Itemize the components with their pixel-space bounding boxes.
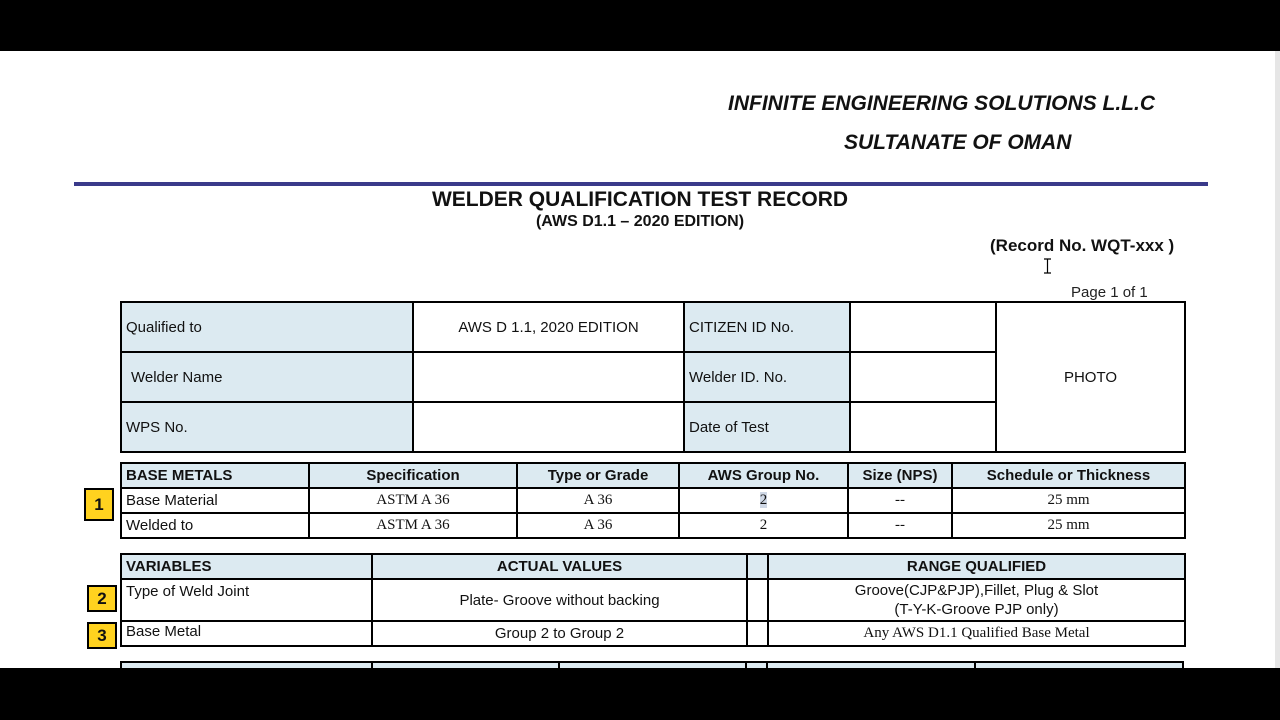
schedule-thickness-header: Schedule or Thickness — [952, 463, 1185, 488]
wps-label: WPS No. — [121, 402, 413, 452]
range-line: (T-Y-K-Groove PJP only) — [894, 601, 1059, 618]
table-row — [121, 621, 1185, 646]
table-cell[interactable]: Plate- Groove without backing — [372, 579, 747, 621]
table-cell[interactable] — [679, 488, 848, 513]
photo-box[interactable]: PHOTO — [996, 302, 1185, 452]
company-country: SULTANATE OF OMAN — [844, 131, 1072, 154]
table-cell[interactable]: Any AWS D1.1 Qualified Base Metal — [768, 621, 1185, 646]
welder-info-table — [120, 301, 1186, 453]
wps-field[interactable] — [413, 402, 684, 452]
variables-header: VARIABLES — [121, 554, 372, 579]
base-metals-table — [120, 462, 1186, 539]
welder-name-label: Welder Name — [121, 352, 413, 402]
range-qualified-header: RANGE QUALIFIED — [768, 554, 1185, 579]
document-title: WELDER QUALIFICATION TEST RECORD — [431, 188, 849, 211]
specification-header: Specification — [309, 463, 517, 488]
table-cell[interactable]: -- — [848, 488, 952, 513]
row-label: Type of Weld Joint — [121, 579, 372, 621]
step-badge-2: 2 — [87, 585, 117, 612]
document-page — [0, 51, 1280, 668]
variables-table — [120, 553, 1186, 647]
step-badge-3: 3 — [87, 622, 117, 649]
size-nps-header: Size (NPS) — [848, 463, 952, 488]
type-grade-header: Type or Grade — [517, 463, 679, 488]
welder-id-label: Welder ID. No. — [684, 352, 850, 402]
date-of-test-label: Date of Test — [684, 402, 850, 452]
table-row — [121, 488, 1185, 513]
table-cell[interactable]: A 36 — [517, 513, 679, 538]
spacer-cell — [747, 579, 768, 621]
aws-group-header: AWS Group No. — [679, 463, 848, 488]
record-number: (Record No. WQT-xxx ) — [990, 236, 1175, 255]
date-of-test-field[interactable] — [850, 402, 996, 452]
row-label: Base Metal — [121, 621, 372, 646]
range-line: Groove(CJP&PJP),Fillet, Plug & Slot — [854, 582, 1099, 599]
table-cell[interactable]: 25 mm — [952, 513, 1185, 538]
row-label: Base Material — [121, 488, 309, 513]
table-cell[interactable]: 2 — [679, 513, 848, 538]
table-row — [121, 513, 1185, 538]
header-rule — [74, 182, 1208, 186]
spacer-cell — [747, 554, 768, 579]
scrollbar[interactable] — [1275, 51, 1280, 668]
table-cell[interactable]: -- — [848, 513, 952, 538]
base-metals-header: BASE METALS — [121, 463, 309, 488]
table-row — [121, 579, 1185, 621]
selected-text[interactable]: 2 — [759, 492, 768, 508]
row-label: Welded to — [121, 513, 309, 538]
table-cell[interactable]: A 36 — [517, 488, 679, 513]
step-badge-1: 1 — [84, 488, 114, 521]
citizen-id-field[interactable] — [850, 302, 996, 352]
table-cell[interactable]: 25 mm — [952, 488, 1185, 513]
actual-values-header: ACTUAL VALUES — [372, 554, 747, 579]
citizen-id-label: CITIZEN ID No. — [684, 302, 850, 352]
qualified-to-label: Qualified to — [121, 302, 413, 352]
spacer-cell — [747, 621, 768, 646]
table-cell[interactable]: ASTM A 36 — [309, 513, 517, 538]
next-table-partial — [120, 661, 1184, 668]
page-count: Page 1 of 1 — [1071, 284, 1148, 301]
text-cursor-icon — [1043, 258, 1052, 274]
welder-id-field[interactable] — [850, 352, 996, 402]
table-cell[interactable]: ASTM A 36 — [309, 488, 517, 513]
table-cell[interactable] — [768, 579, 1185, 621]
qualified-to-value[interactable]: AWS D 1.1, 2020 EDITION — [413, 302, 684, 352]
document-subtitle: (AWS D1.1 – 2020 EDITION) — [535, 213, 745, 230]
welder-name-field[interactable] — [413, 352, 684, 402]
table-cell[interactable]: Group 2 to Group 2 — [372, 621, 747, 646]
company-name: INFINITE ENGINEERING SOLUTIONS L.L.C — [728, 92, 1156, 115]
